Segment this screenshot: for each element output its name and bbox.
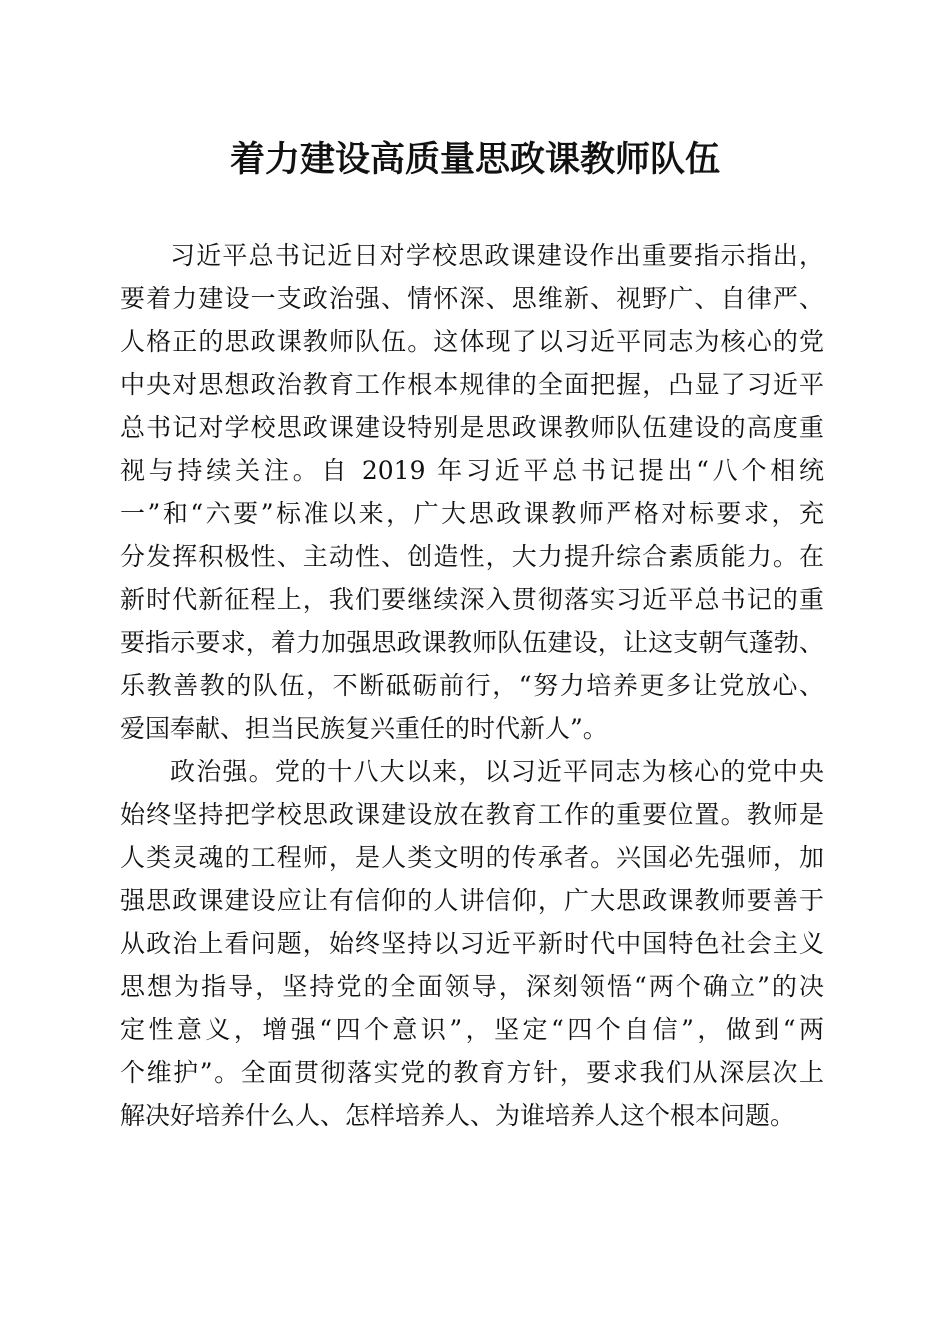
paragraph-line: 分发挥积极性、主动性、创造性，大力提升综合素质能力。在 (120, 542, 824, 571)
document-title: 着力建设高质量思政课教师队伍 (229, 139, 720, 180)
paragraph-line: 始终坚持把学校思政课建设放在教育工作的重要位置。教师是 (120, 800, 824, 829)
paragraph-line: 新时代新征程上，我们要继续深入贯彻落实习近平总书记的重 (120, 585, 824, 614)
paragraph-line: 乐教善教的队伍，不断砥砺前行，“努力培养更多让党放心、 (120, 671, 824, 700)
paragraph-line: 定性意义，增强“四个意识”，坚定“四个自信”，做到“两 (120, 1015, 824, 1044)
paragraph-line: 视与持续关注。自 2019 年习近平总书记提出“八个相统 (120, 456, 824, 485)
paragraph-line: 政治强。党的十八大以来，以习近平同志为核心的党中央 (170, 757, 824, 786)
paragraph-line: 要指示要求，着力加强思政课教师队伍建设，让这支朝气蓬勃、 (120, 628, 824, 657)
paragraph-line: 要着力建设一支政治强、情怀深、思维新、视野广、自律严、 (120, 284, 824, 313)
paragraph-line: 中央对思想政治教育工作根本规律的全面把握，凸显了习近平 (120, 370, 824, 399)
paragraph-line: 强思政课建设应让有信仰的人讲信仰，广大思政课教师要善于 (120, 886, 824, 915)
paragraph-line: 一”和“六要”标准以来，广大思政课教师严格对标要求，充 (120, 499, 824, 528)
paragraph-line: 从政治上看问题，始终坚持以习近平新时代中国特色社会主义 (120, 929, 824, 958)
paragraph-line: 个维护”。全面贯彻落实党的教育方针，要求我们从深层次上 (120, 1058, 824, 1087)
paragraph-line: 人格正的思政课教师队伍。这体现了以习近平同志为核心的党 (120, 327, 824, 356)
paragraph-line: 习近平总书记近日对学校思政课建设作出重要指示指出， (170, 241, 824, 270)
paragraph-line: 思想为指导，坚持党的全面领导，深刻领悟“两个确立”的决 (120, 972, 824, 1001)
paragraph-line: 人类灵魂的工程师，是人类文明的传承者。兴国必先强师，加 (120, 843, 824, 872)
paragraph-line: 总书记对学校思政课建设特别是思政课教师队伍建设的高度重 (120, 413, 824, 442)
paragraph-line: 爱国奉献、担当民族复兴重任的时代新人”。 (120, 714, 608, 743)
paragraph-line: 解决好培养什么人、怎样培养人、为谁培养人这个根本问题。 (120, 1101, 796, 1130)
